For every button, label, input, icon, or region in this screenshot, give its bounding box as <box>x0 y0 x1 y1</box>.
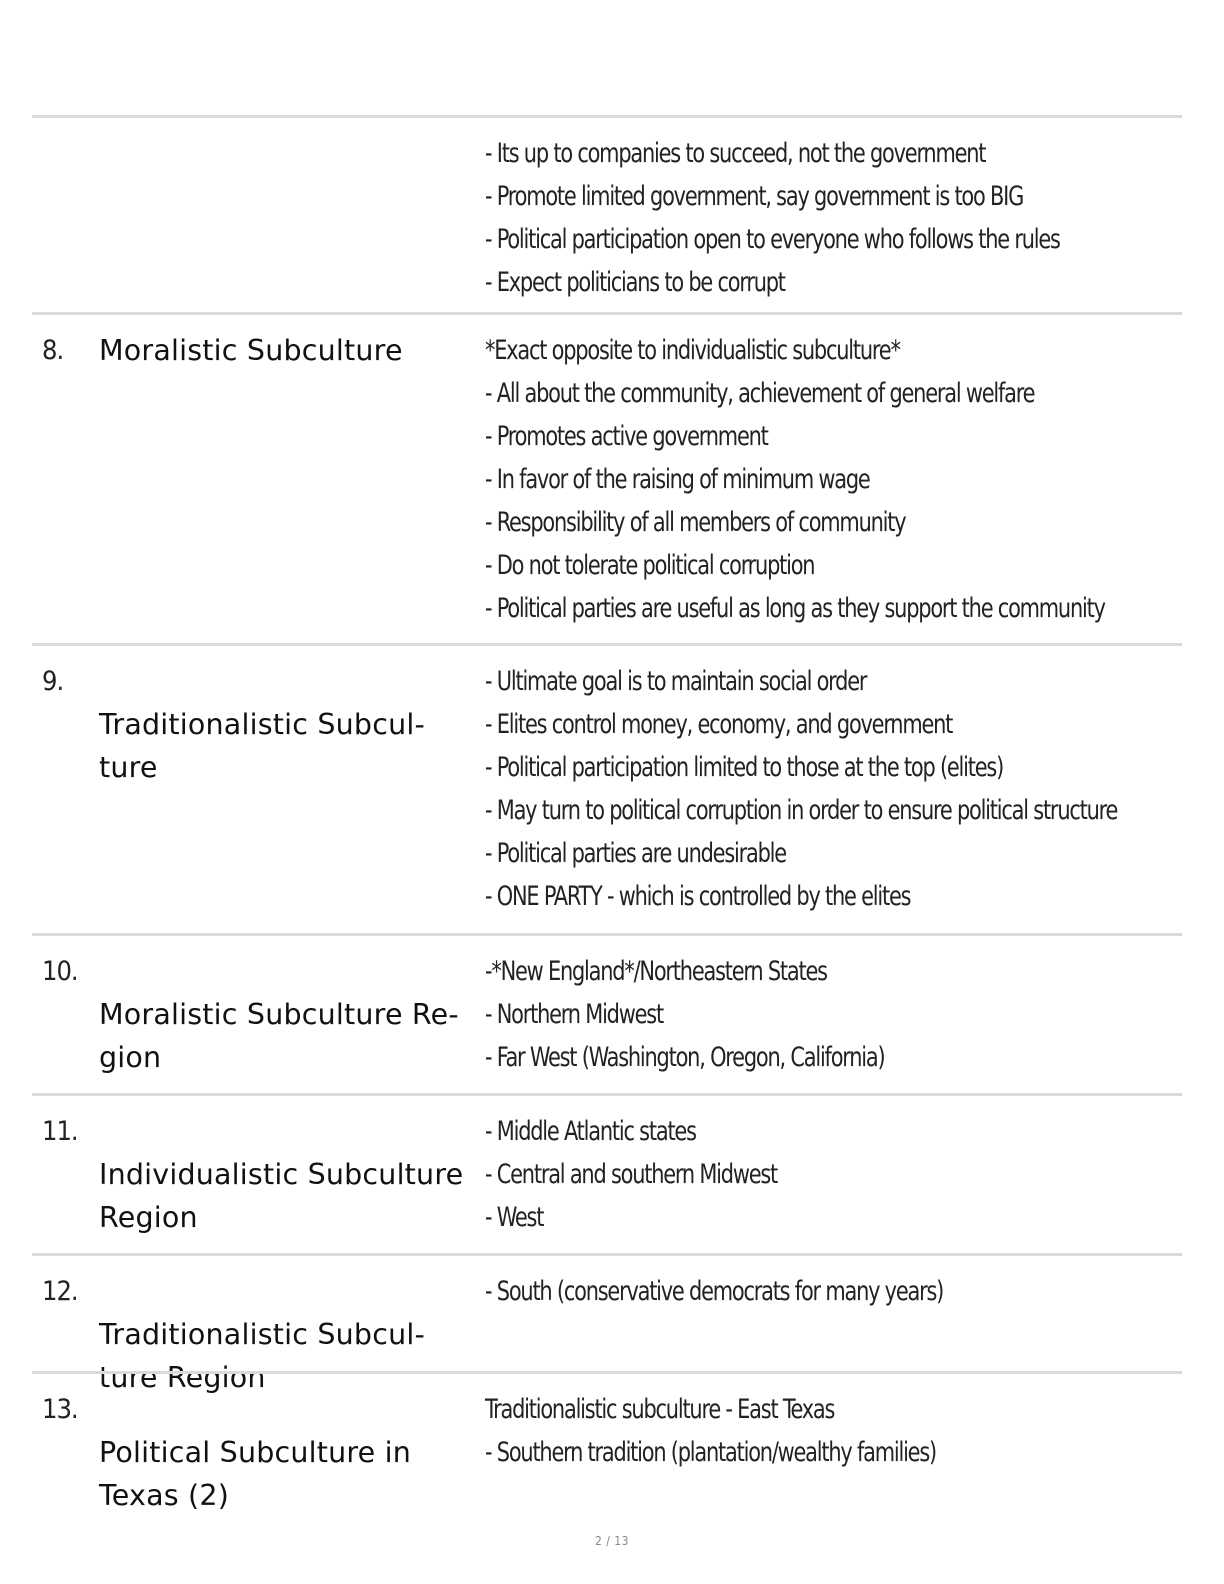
definition-item: - Political parties are undesirable <box>485 838 786 869</box>
definition-item: - Responsibility of all members of community <box>485 507 906 538</box>
definition-item: - Far West (Washington, Oregon, California) <box>485 1042 885 1073</box>
table-row <box>32 312 1182 643</box>
definition-item: Traditionalistic subculture - East Texas <box>485 1394 835 1425</box>
row-term <box>99 950 479 1079</box>
definition-item: - Expect politicians to be corrupt <box>485 267 785 298</box>
table-row <box>32 1093 1182 1253</box>
definition-list <box>485 132 1185 304</box>
row-term-line: Moralistic Subculture Re- gion <box>99 998 459 1074</box>
definition-item: - Central and southern Midwest <box>485 1159 778 1190</box>
definition-item: - Political participation limited to those at the top (elites) <box>485 752 1004 783</box>
definition-list <box>485 329 1185 630</box>
row-term-line: Traditionalistic Subcul- ture <box>99 708 425 784</box>
definition-list <box>485 1388 1185 1474</box>
row-term-line: Individualistic Subculture Region <box>99 1158 464 1234</box>
page-number: 2 / 13 <box>594 1534 630 1548</box>
row-term <box>99 1388 479 1517</box>
table-row <box>32 933 1182 1093</box>
table-row <box>32 643 1182 933</box>
row-number: 13. <box>42 1394 78 1425</box>
definition-item: - All about the community, achievement of general welfare <box>485 378 1035 409</box>
definition-item: -*New England*/Northeastern States <box>485 956 827 987</box>
definition-item: - May turn to political corruption in order to ensure political structure <box>485 795 1118 826</box>
row-number: 10. <box>42 956 78 987</box>
definition-item: - West <box>485 1202 544 1233</box>
definition-item: - Northern Midwest <box>485 999 663 1030</box>
table-row <box>32 115 1182 312</box>
definition-item: - Political participation open to everyone who follows the rules <box>485 224 1060 255</box>
definition-item: - ONE PARTY - which is controlled by the elites <box>485 881 911 912</box>
definition-list <box>485 950 1185 1079</box>
definition-list <box>485 1270 1185 1313</box>
row-term <box>99 1110 479 1239</box>
row-term: Moralistic Subculture <box>99 334 403 367</box>
definition-item: - Promotes active government <box>485 421 768 452</box>
flashcard-table <box>32 115 1182 1512</box>
definition-list <box>485 1110 1185 1239</box>
definition-item: - Middle Atlantic states <box>485 1116 696 1147</box>
definition-item: - Its up to companies to succeed, not the government <box>485 138 986 169</box>
definition-list <box>485 660 1185 918</box>
definition-item: - Southern tradition (plantation/wealthy families) <box>485 1437 936 1468</box>
definition-item: - Do not tolerate political corruption <box>485 550 815 581</box>
definition-item: - South (conservative democrats for many years) <box>485 1276 944 1307</box>
row-number: 12. <box>42 1276 78 1307</box>
row-number: 9. <box>42 666 64 697</box>
definition-item: - In favor of the raising of minimum wage <box>485 464 870 495</box>
definition-item: - Elites control money, economy, and government <box>485 709 953 740</box>
definition-item: - Political parties are useful as long as they support the community <box>485 593 1105 624</box>
row-term-line: Political Subculture in Texas (2) <box>99 1436 412 1512</box>
definition-item: - Promote limited government, say government is too BIG <box>485 181 1024 212</box>
row-term-line: Traditionalistic Subcul- ture Region <box>99 1318 425 1394</box>
row-number: 11. <box>42 1116 78 1147</box>
row-term <box>99 660 479 789</box>
definition-item: *Exact opposite to individualistic subculture* <box>485 335 900 366</box>
definition-item: - Ultimate goal is to maintain social order <box>485 666 867 697</box>
row-number: 8. <box>42 335 64 366</box>
table-row <box>32 1371 1182 1512</box>
table-row <box>32 1253 1182 1394</box>
